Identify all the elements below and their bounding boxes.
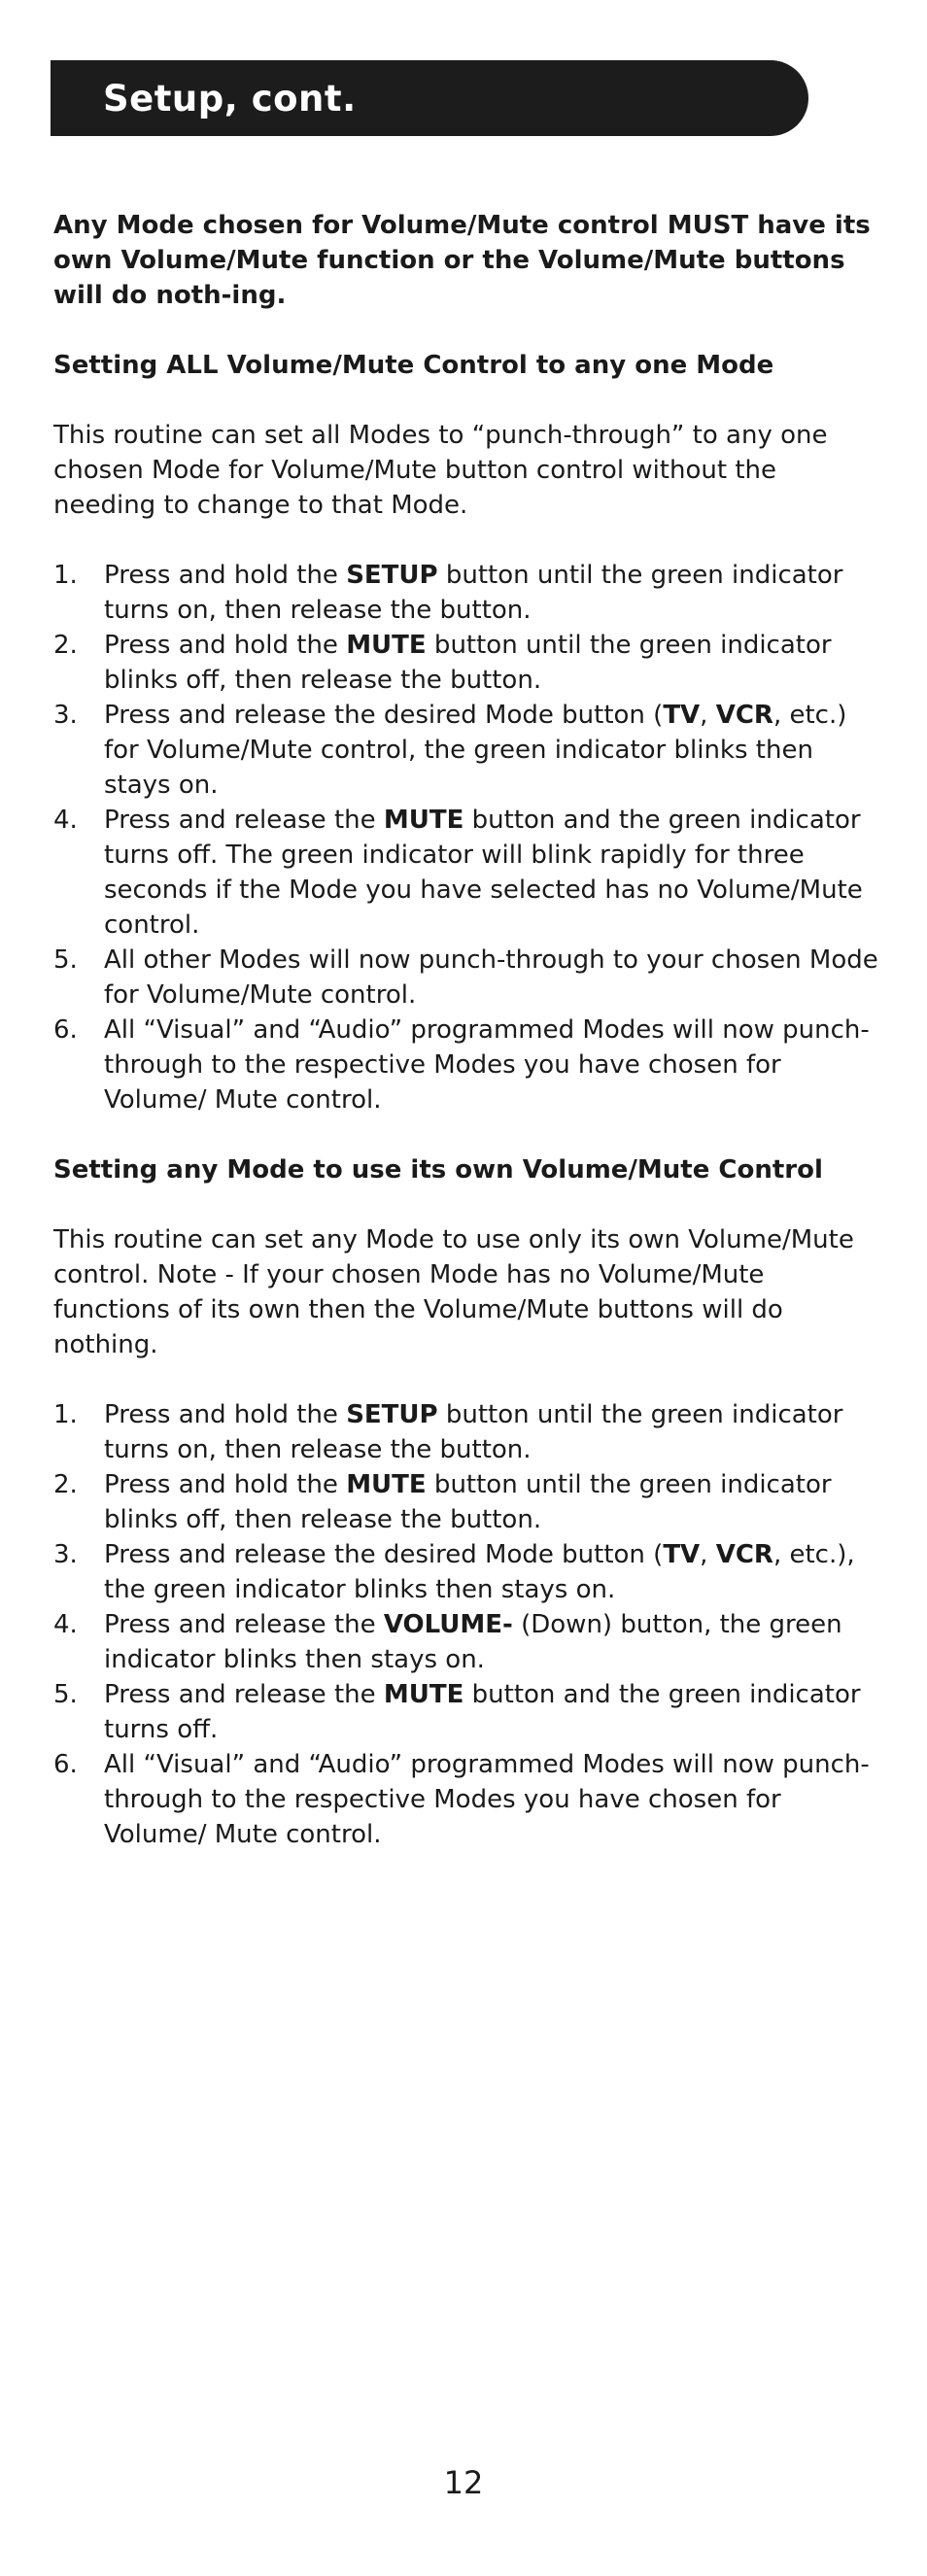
- button-name-setup: SETUP: [346, 1400, 438, 1429]
- step-item: [53, 558, 879, 628]
- section-title-own-mode: Setting any Mode to use its own Volume/Mute Control: [53, 1155, 823, 1185]
- step-text: Press and hold the MUTE button until the green indicator blinks off, then release the button.: [104, 1470, 832, 1534]
- step-item: [53, 803, 879, 943]
- step-number: 6.: [53, 1750, 78, 1779]
- section-title-all-modes: Setting ALL Volume/Mute Control to any one Mode: [53, 351, 774, 380]
- page-title: Setup, cont.: [103, 77, 357, 120]
- step-number: 5.: [53, 1680, 78, 1709]
- step-item: [53, 1537, 879, 1607]
- step-number: 6.: [53, 1015, 78, 1045]
- step-item: [53, 1013, 879, 1117]
- step-text: Press and release the VOLUME- (Down) button, the green indicator blinks then stays on.: [104, 1610, 842, 1674]
- step-number: 3.: [53, 701, 78, 730]
- step-number: 1.: [53, 1400, 78, 1429]
- button-name-vcr: VCR: [715, 1540, 773, 1569]
- button-name-mute: MUTE: [383, 1680, 464, 1709]
- steps-list-own-mode: [53, 1397, 879, 1852]
- button-name-vcr: VCR: [715, 701, 773, 730]
- button-name-tv: TV: [663, 701, 701, 730]
- step-item: [53, 628, 879, 698]
- button-name-volume-down: VOLUME-: [383, 1610, 513, 1639]
- step-text: Press and hold the MUTE button until the green indicator blinks off, then release the button.: [104, 631, 832, 695]
- step-item: [53, 698, 879, 803]
- button-name-mute: MUTE: [346, 1470, 427, 1499]
- section-intro-own-mode: This routine can set any Mode to use only its own Volume/Mute control. Note - If your chosen Mode has no Volume/Mute functions of its own then the Volume/Mute buttons will do nothing.: [53, 1225, 854, 1359]
- step-number: 1.: [53, 561, 78, 590]
- step-number: 3.: [53, 1540, 78, 1569]
- button-name-setup: SETUP: [346, 561, 438, 590]
- page-number: 12: [443, 2464, 484, 2501]
- step-text: All “Visual” and “Audio” programmed Modes will now punch-through to the respective Modes you have chosen for Volume/ Mute control.: [104, 1015, 870, 1115]
- button-name-tv: TV: [663, 1540, 701, 1569]
- step-text: Press and release the desired Mode button (TV, VCR, etc.) for Volume/Mute control, the green indicator blinks then stays on.: [104, 701, 847, 800]
- page-content: [53, 208, 879, 1887]
- step-number: 5.: [53, 945, 78, 975]
- step-number: 2.: [53, 1470, 78, 1499]
- step-text: Press and hold the SETUP button until the green indicator turns on, then release the button.: [104, 561, 843, 625]
- step-item: [53, 1607, 879, 1677]
- step-text: Press and release the desired Mode button (TV, VCR, etc.), the green indicator blinks then stays on.: [104, 1540, 855, 1604]
- section-intro-all-modes: This routine can set all Modes to “punch-through” to any one chosen Mode for Volume/Mute button control without the needing to change to that Mode.: [53, 421, 828, 520]
- button-name-mute: MUTE: [383, 806, 464, 835]
- step-number: 4.: [53, 806, 78, 835]
- step-item: [53, 1467, 879, 1537]
- step-item: [53, 943, 879, 1013]
- step-text: All other Modes will now punch-through to your chosen Mode for Volume/Mute control.: [104, 945, 878, 1010]
- step-item: [53, 1397, 879, 1467]
- step-text: All “Visual” and “Audio” programmed Modes will now punch-through to the respective Modes you have chosen for Volume/ Mute control.: [104, 1750, 870, 1849]
- step-item: [53, 1677, 879, 1747]
- step-text: Press and release the MUTE button and the green indicator turns off. The green indicator will blink rapidly for three seconds if the Mode you have selected has no Volume/Mute control.: [104, 806, 863, 940]
- step-number: 2.: [53, 631, 78, 660]
- warning-text: Any Mode chosen for Volume/Mute control MUST have its own Volume/Mute function or the Volume/Mute buttons will do noth-ing.: [53, 211, 871, 310]
- steps-list-all-modes: [53, 558, 879, 1117]
- header-bar: [51, 60, 808, 136]
- button-name-mute: MUTE: [346, 631, 427, 660]
- step-item: [53, 1747, 879, 1852]
- step-number: 4.: [53, 1610, 78, 1639]
- step-text: Press and hold the SETUP button until the green indicator turns on, then release the button.: [104, 1400, 843, 1464]
- step-text: Press and release the MUTE button and the green indicator turns off.: [104, 1680, 861, 1744]
